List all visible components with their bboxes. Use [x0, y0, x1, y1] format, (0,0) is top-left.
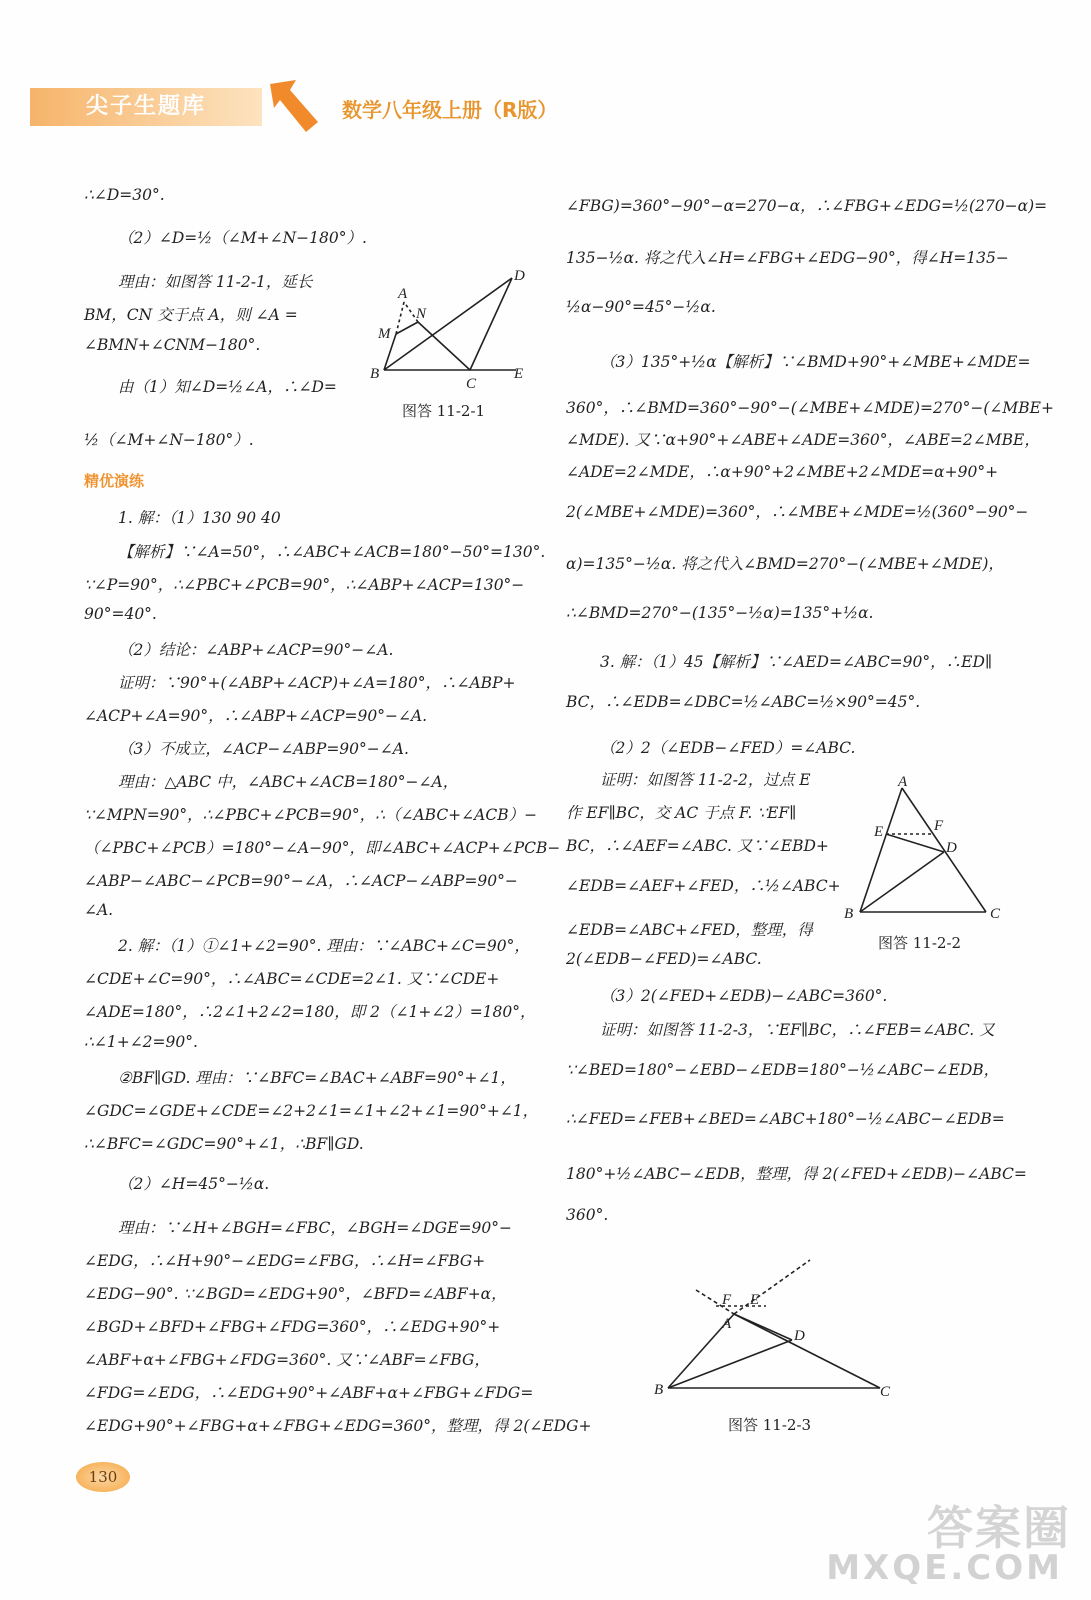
- right-column: [566, 190, 1054, 1240]
- text-line: ∴∠D=30°.: [84, 186, 165, 204]
- figure-caption: 图答 11-2-3: [728, 1416, 812, 1434]
- point-label: B: [370, 366, 380, 382]
- text-line: 2. 解：（1）①∠1+∠2=90°. 理由：∵∠ABC+∠C=90°，: [118, 937, 530, 955]
- figure-11-2-2: [842, 772, 1012, 922]
- text-line: ∠ADE=2∠MDE，∴α+90°+2∠MBE+2∠MDE=α+90°+: [566, 463, 999, 481]
- text-line: （3）135°+½α【解析】∵∠BMD+90°+∠MBE+∠MDE=: [600, 353, 1031, 371]
- text-line: ∠BMN+∠CNM−180°.: [84, 336, 261, 354]
- figure-11-2-3: [652, 1254, 902, 1404]
- point-label: E: [874, 824, 884, 840]
- text-line: ∠MDE). 又∵α+90°+∠ABE+∠ADE=360°，∠ABE=2∠MBE，: [566, 431, 1040, 449]
- text-line: （2）∠H=45°−½α.: [118, 1175, 270, 1193]
- point-label: B: [844, 906, 854, 922]
- watermark-url: MXQE.COM: [826, 1548, 1063, 1588]
- text-line: ∠ABF+α+∠FBG+∠FDG=360°. 又∵∠ABF=∠FBG，: [84, 1351, 490, 1369]
- text-line: 180°+½∠ABC−∠EDB，整理，得 2(∠FED+∠EDB)−∠ABC=: [566, 1165, 1027, 1183]
- subject-title: 数学八年级上册（R版）: [342, 98, 558, 122]
- text-line: ∵∠P=90°，∴∠PBC+∠PCB=90°，∴∠ABP+∠ACP=130°−: [84, 576, 525, 594]
- text-line: ∵∠BED=180°−∠EBD−∠EDB=180°−½∠ABC−∠EDB，: [566, 1061, 1000, 1079]
- text-line: ∴∠FED=∠FEB+∠BED=∠ABC+180°−½∠ABC−∠EDB=: [566, 1110, 1005, 1128]
- text-line: ②BF∥GD. 理由：∵∠BFC=∠BAC+∠ABF=90°+∠1，: [118, 1069, 516, 1087]
- text-line: 2(∠MBE+∠MDE)=360°，∴∠MBE+∠MDE=½(360°−90°−: [566, 503, 1029, 521]
- figure-caption: 图答 11-2-1: [402, 402, 486, 420]
- text-line: ∠A.: [84, 901, 114, 919]
- text-line: 【解析】∵∠A=50°，∴∠ABC+∠ACB=180°−50°=130°.: [118, 543, 546, 561]
- text-line: ∠EDG+90°+∠FBG+α+∠FBG+∠EDG=360°，整理，得 2(∠EDG+: [84, 1417, 592, 1435]
- text-line: ∠FDG=∠EDG，∴∠EDG+90°+∠ABF+α+∠FBG+∠FDG=: [84, 1384, 534, 1402]
- point-label: A: [722, 1316, 732, 1332]
- arrow-icon: [262, 78, 322, 134]
- text-line: 由（1）知∠D=½∠A，∴∠D=: [118, 378, 337, 396]
- text-line: 证明：∵90°+(∠ABP+∠ACP)+∠A=180°，∴∠ABP+: [118, 674, 516, 692]
- text-line: 作 EF∥BC，交 AC 于点 F. ∵EF∥: [566, 804, 797, 822]
- point-label: C: [990, 906, 1001, 922]
- text-line: ∠EDG−90°. ∵∠BGD=∠EDG+90°，∠BFD=∠ABF+α，: [84, 1285, 507, 1303]
- text-line: （2）∠D=½（∠M+∠N−180°）.: [118, 229, 367, 247]
- text-line: 证明：如图答 11-2-3，∵EF∥BC，∴∠FEB=∠ABC. 又: [600, 1021, 995, 1039]
- watermark: 答案圈: [927, 1501, 1071, 1555]
- point-label: A: [398, 286, 408, 302]
- section-title: 精优演练: [84, 472, 145, 490]
- page-number: 130: [76, 1462, 130, 1492]
- text-line: ∴∠BFC=∠GDC=90°+∠1，∴BF∥GD.: [84, 1135, 364, 1153]
- text-line: ∠FBG)=360°−90°−α=270−α，∴∠FBG+∠EDG=½(270−α)=: [566, 197, 1048, 215]
- text-line: ∠CDE+∠C=90°，∴∠ABC=∠CDE=2∠1. 又∵∠CDE+: [84, 970, 500, 988]
- point-label: C: [466, 376, 477, 392]
- text-line: 3. 解：（1）45【解析】∵∠AED=∠ABC=90°，∴ED∥: [600, 653, 993, 671]
- text-line: ∠BGD+∠BFD+∠FBG+∠FDG=360°，∴∠EDG+90°+: [84, 1318, 501, 1336]
- text-line: 360°.: [566, 1206, 609, 1224]
- point-label: A: [898, 774, 908, 790]
- figure-caption: 图答 11-2-2: [878, 934, 962, 952]
- text-line: BM，CN 交于点 A，则 ∠A =: [84, 306, 298, 324]
- text-line: （2）2（∠EDB−∠FED）=∠ABC.: [600, 739, 856, 757]
- text-line: ∵∠MPN=90°，∴∠PBC+∠PCB=90°，∴（∠ABC+∠ACB）−: [84, 806, 538, 824]
- text-line: ½（∠M+∠N−180°）.: [84, 431, 254, 449]
- point-label: N: [416, 306, 427, 322]
- text-line: （∠PBC+∠PCB）=180°−∠A−90°，即∠ABC+∠ACP+∠PCB−: [84, 839, 561, 857]
- text-line: BC，∴∠AEF=∠ABC. 又∵∠EBD+: [566, 837, 829, 855]
- text-line: ∴∠1+∠2=90°.: [84, 1033, 198, 1051]
- text-line: 理由：△ABC 中，∠ABC+∠ACB=180°−∠A，: [118, 773, 459, 791]
- text-line: 理由：如图答 11-2-1，延长: [118, 273, 313, 291]
- point-label: D: [794, 1328, 805, 1344]
- point-label: C: [880, 1384, 891, 1400]
- text-line: ∠ACP+∠A=90°，∴∠ABP+∠ACP=90°−∠A.: [84, 707, 428, 725]
- text-line: （3）2(∠FED+∠EDB)−∠ABC=360°.: [600, 987, 888, 1005]
- text-line: 360°，∴∠BMD=360°−90°−(∠MBE+∠MDE)=270°−(∠MBE+: [566, 399, 1054, 417]
- text-line: （3）不成立，∠ACP−∠ABP=90°−∠A.: [118, 740, 409, 758]
- text-line: ∠GDC=∠GDE+∠CDE=∠2+2∠1=∠1+∠2+∠1=90°+∠1，: [84, 1102, 539, 1120]
- text-line: 90°=40°.: [84, 605, 157, 623]
- text-line: 1. 解：（1）130 90 40: [118, 509, 281, 527]
- figure-11-2-1: [366, 262, 536, 392]
- point-label: M: [378, 326, 391, 342]
- text-line: ∠EDB=∠AEF+∠FED，∴½∠ABC+: [566, 877, 841, 895]
- text-line: （2）结论：∠ABP+∠ACP=90°−∠A.: [118, 641, 394, 659]
- text-line: ½α−90°=45°−½α.: [566, 298, 716, 316]
- text-line: ∠ABP−∠ABC−∠PCB=90°−∠A，∴∠ACP−∠ABP=90°−: [84, 872, 518, 890]
- text-line: BC，∴∠EDB=∠DBC=½∠ABC=½×90°=45°.: [566, 693, 921, 711]
- text-line: 135−½α. 将之代入∠H=∠FBG+∠EDG−90°，得∠H=135−: [566, 249, 1009, 267]
- text-line: 2(∠EDB−∠FED)=∠ABC.: [566, 950, 762, 968]
- text-line: α)=135°−½α. 将之代入∠BMD=270°−(∠MBE+∠MDE)，: [566, 555, 1004, 573]
- point-label: B: [654, 1382, 664, 1398]
- point-label: F: [722, 1292, 732, 1308]
- text-line: ∴∠BMD=270°−(135°−½α)=135°+½α.: [566, 604, 874, 622]
- brand-banner: 尖子生题库: [30, 88, 262, 126]
- text-line: ∠EDG，∴∠H+90°−∠EDG=∠FBG，∴∠H=∠FBG+: [84, 1252, 486, 1270]
- point-label: E: [514, 366, 524, 382]
- text-line: ∠EDB=∠ABC+∠FED，整理，得: [566, 921, 813, 939]
- text-line: ∠ADE=180°，∴2∠1+2∠2=180，即 2（∠1+∠2）=180°，: [84, 1003, 536, 1021]
- point-label: F: [934, 818, 944, 834]
- point-label: D: [514, 268, 525, 284]
- point-label: D: [946, 840, 957, 856]
- point-label: E: [750, 1292, 760, 1308]
- text-line: 证明：如图答 11-2-2，过点 E: [600, 771, 811, 789]
- text-line: 理由：∵∠H+∠BGH=∠FBC，∠BGH=∠DGE=90°−: [118, 1219, 512, 1237]
